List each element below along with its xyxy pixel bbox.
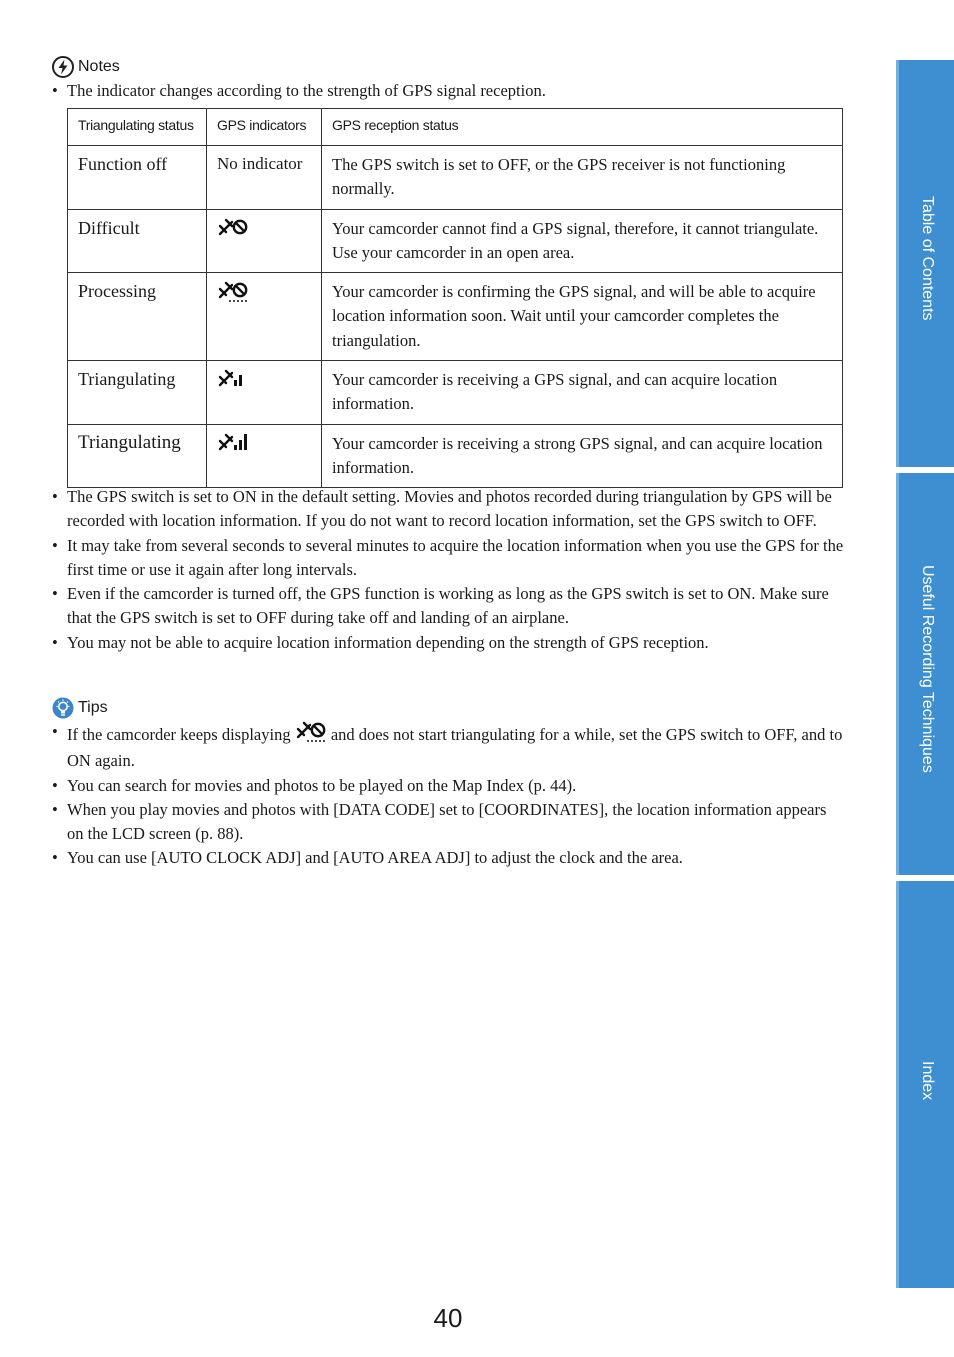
caution-icon [52, 56, 74, 78]
table-row [68, 424, 843, 488]
list-item: • You can search for movies and photos to be played on the Map Index (p. 44). [52, 774, 844, 798]
indicator-cell [207, 209, 322, 273]
table-row [68, 209, 843, 273]
notes-heading-label: Notes [78, 58, 120, 75]
list-item [52, 720, 844, 774]
indicator-cell [207, 273, 322, 361]
description-cell: The GPS switch is set to OFF, or the GPS receiver is not functioning normally. [322, 146, 843, 210]
description-cell: Your camcorder is receiving a GPS signal, and can acquire location information. [322, 361, 843, 425]
table-header-cell: GPS indicators [207, 109, 322, 146]
tab-index[interactable] [896, 881, 954, 1288]
list-item: • You can use [AUTO CLOCK ADJ] and [AUTO AREA ADJ] to adjust the clock and the area. [52, 846, 844, 870]
tips-heading-label: Tips [78, 699, 108, 716]
indicator-cell [207, 424, 322, 488]
table-header-row [68, 109, 843, 146]
tab-label: Table of Contents [919, 196, 936, 321]
tab-label: Index [919, 1061, 936, 1101]
list-item: • When you play movies and photos with [DATA CODE] set to [COORDINATES], the location information appears on the LCD screen (p. 88). [52, 798, 844, 847]
description-cell: Your camcorder is receiving a strong GPS signal, and can acquire location information. [322, 424, 843, 488]
table-row [68, 146, 843, 210]
indicator-cell [207, 361, 322, 425]
status-cell: Difficult [68, 209, 207, 273]
tip-text-before-icon: If the camcorder keeps displaying [67, 725, 291, 744]
gps-processing-icon [217, 280, 249, 308]
notes-heading [52, 55, 120, 79]
gps-processing-icon [295, 720, 327, 749]
table-header-cell: Triangulating status [68, 109, 207, 146]
indicator-cell: No indicator [207, 146, 322, 210]
list-item: • The GPS switch is set to ON in the default setting. Movies and photos recorded during triangulation by GPS will be recorded with location information. If you do not want to record location information, set the GPS switch to OFF. [52, 485, 844, 534]
table-row [68, 361, 843, 425]
description-cell: Your camcorder is confirming the GPS signal, and will be able to acquire location information soon. Wait until your camcorder completes the triangulation. [322, 273, 843, 361]
tips-bullets [52, 720, 844, 871]
tab-useful-recording-techniques[interactable] [896, 473, 954, 875]
list-item: • It may take from several seconds to several minutes to acquire the location information when you use the GPS for the first time or use it again after long intervals. [52, 534, 844, 583]
gps-status-table [67, 108, 843, 488]
notes-bullets [52, 485, 844, 655]
notes-intro-list [52, 79, 852, 103]
tab-label: Useful Recording Techniques [919, 565, 936, 773]
tip-text-after-icon: and does not start triangulating for a while, set the GPS switch to OFF, and to ON again. [67, 725, 843, 771]
table-row [68, 273, 843, 361]
status-cell: Processing [68, 273, 207, 361]
tips-heading [52, 696, 108, 720]
gps-signal-medium-icon [217, 368, 247, 394]
table-header-cell: GPS reception status [322, 109, 843, 146]
page-number: 40 [433, 1303, 463, 1333]
lightbulb-icon [52, 697, 74, 719]
status-cell: Triangulating [68, 424, 207, 488]
status-cell: Function off [68, 146, 207, 210]
status-cell: Triangulating [68, 361, 207, 425]
gps-signal-strong-icon [217, 432, 251, 458]
description-cell: Your camcorder cannot find a GPS signal, therefore, it cannot triangulate. Use your camcorder in an open area. [322, 209, 843, 273]
list-item: • You may not be able to acquire location information depending on the strength of GPS reception. [52, 631, 844, 655]
list-item: • The indicator changes according to the strength of GPS signal reception. [52, 79, 852, 103]
gps-difficult-icon [217, 217, 249, 243]
list-item: • Even if the camcorder is turned off, the GPS function is working as long as the GPS switch is set to ON. Make sure that the GPS switch is set to OFF during take off and landing of an airplane. [52, 582, 844, 631]
tab-table-of-contents[interactable] [896, 60, 954, 467]
